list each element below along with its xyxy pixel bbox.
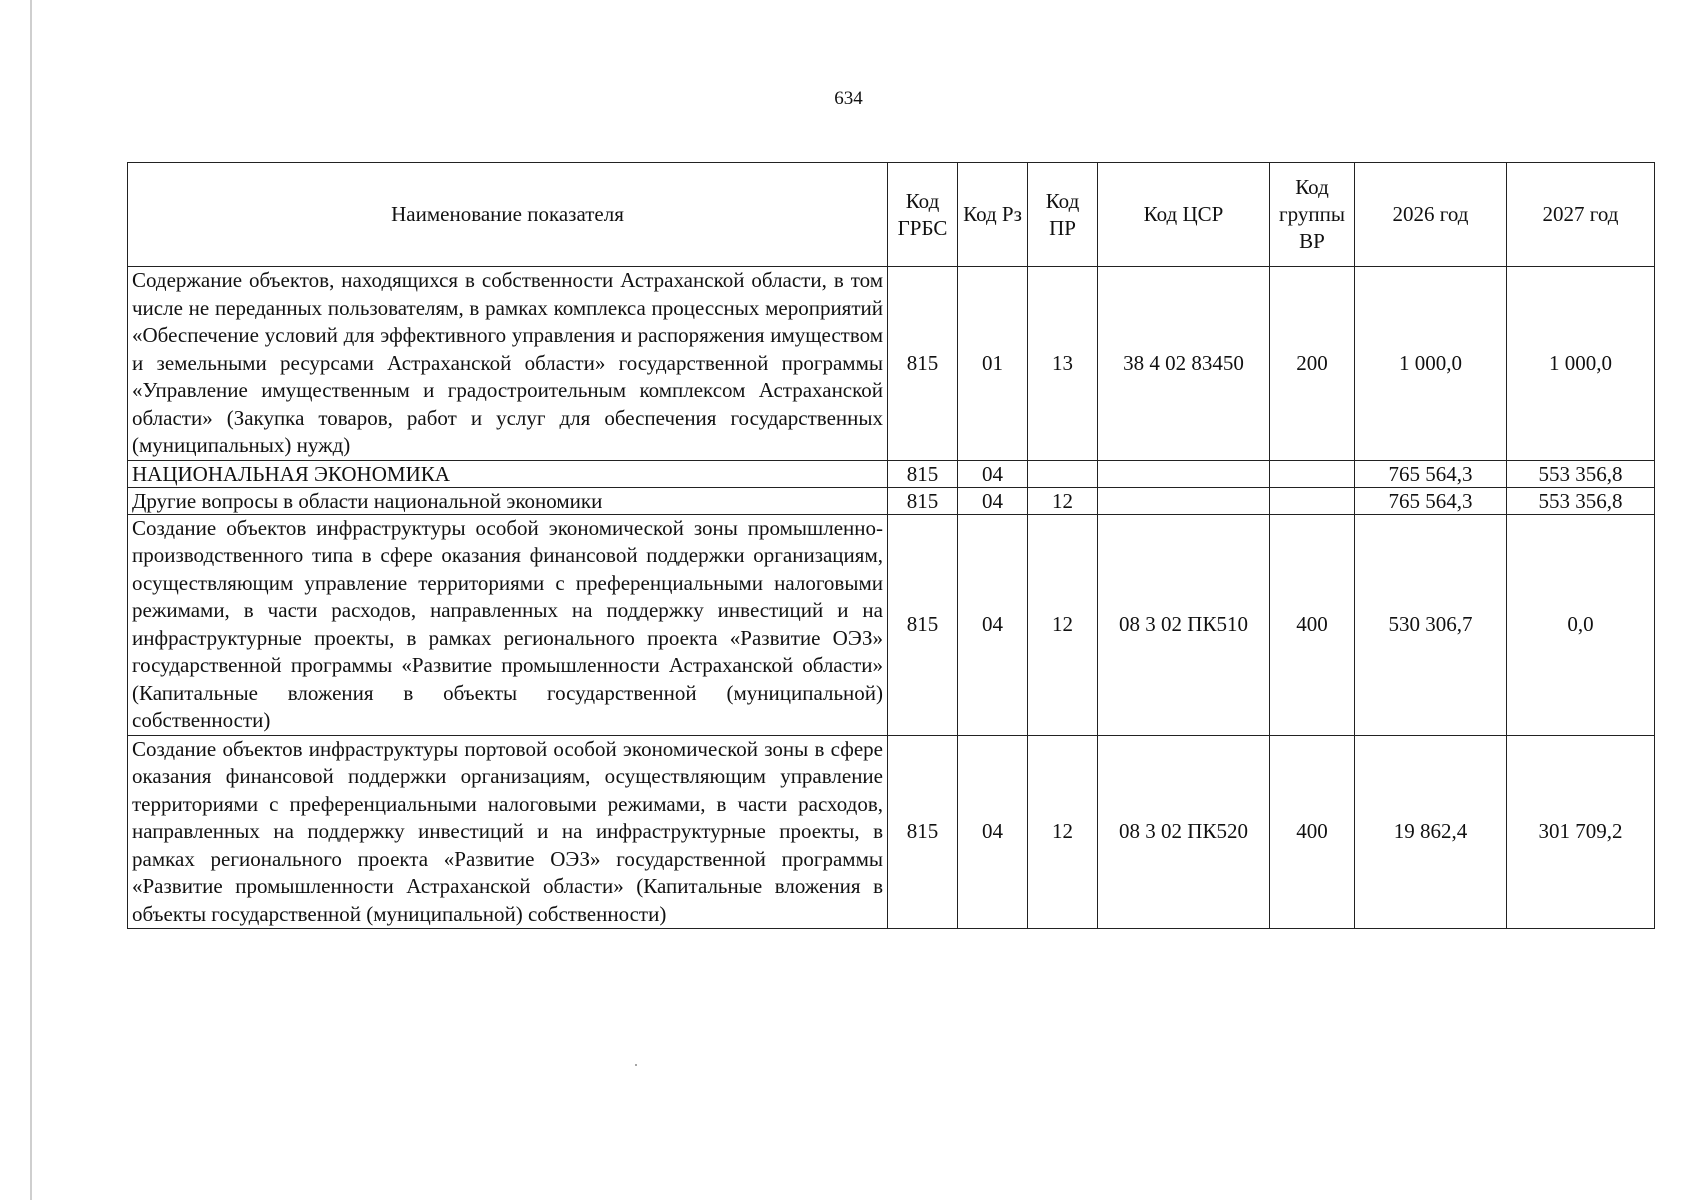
row-csr <box>1098 460 1270 487</box>
row-rz: 04 <box>958 460 1028 487</box>
budget-table <box>127 162 1655 929</box>
page-left-edge-line <box>30 0 32 1200</box>
row-2026: 19 862,4 <box>1355 735 1507 929</box>
table-row <box>128 267 1655 461</box>
row-vr: 200 <box>1270 267 1355 461</box>
row-vr: 400 <box>1270 514 1355 735</box>
header-csr: Код ЦСР <box>1098 163 1270 267</box>
row-csr: 08 3 02 ПК510 <box>1098 514 1270 735</box>
row-vr <box>1270 487 1355 514</box>
row-csr <box>1098 487 1270 514</box>
row-rz: 04 <box>958 487 1028 514</box>
row-rz: 01 <box>958 267 1028 461</box>
page-number: 634 <box>834 88 863 109</box>
row-vr <box>1270 460 1355 487</box>
header-vr: Код группы ВР <box>1270 163 1355 267</box>
table-row <box>128 487 1655 514</box>
row-2026: 1 000,0 <box>1355 267 1507 461</box>
row-pr: 13 <box>1028 267 1098 461</box>
row-grbs: 815 <box>888 487 958 514</box>
row-2027: 1 000,0 <box>1507 267 1655 461</box>
table-header-row <box>128 163 1655 267</box>
header-name: Наименование показателя <box>128 163 888 267</box>
row-grbs: 815 <box>888 460 958 487</box>
header-2026: 2026 год <box>1355 163 1507 267</box>
scan-speck <box>635 1064 637 1066</box>
row-2026: 765 564,3 <box>1355 460 1507 487</box>
row-2026: 765 564,3 <box>1355 487 1507 514</box>
row-2027: 553 356,8 <box>1507 487 1655 514</box>
row-pr: 12 <box>1028 514 1098 735</box>
row-name: Создание объектов инфраструктуры портовой особой экономической зоны в сфере оказания финансовой поддержки организациям, осуществляющим управление территориями с преференциальными налоговыми режимами, в части расходов, направленных на поддержку инвестиций и на инфраструктурные проекты, в рамках регионального проекта «Развитие ОЭЗ» государственной программы «Развитие промышленности Астраханской области» (Капитальные вложения в объекты государственной (муниципальной) собственности) <box>128 735 888 929</box>
table-row <box>128 514 1655 735</box>
row-csr: 08 3 02 ПК520 <box>1098 735 1270 929</box>
row-vr: 400 <box>1270 735 1355 929</box>
header-grbs: Код ГРБС <box>888 163 958 267</box>
row-grbs: 815 <box>888 735 958 929</box>
row-pr <box>1028 460 1098 487</box>
row-name: Другие вопросы в области национальной экономики <box>128 487 888 514</box>
header-2027: 2027 год <box>1507 163 1655 267</box>
row-2027: 553 356,8 <box>1507 460 1655 487</box>
row-2026: 530 306,7 <box>1355 514 1507 735</box>
row-name: Содержание объектов, находящихся в собственности Астраханской области, в том числе не переданных пользователям, в рамках комплекса процессных мероприятий «Обеспечение условий для эффективного управления и распоряжения имуществом и земельными ресурсами Астраханской области» государственной программы «Управление имущественным и градостроительным комплексом Астраханской области» (Закупка товаров, работ и услуг для обеспечения государственных (муниципальных) нужд) <box>128 267 888 461</box>
row-grbs: 815 <box>888 514 958 735</box>
row-grbs: 815 <box>888 267 958 461</box>
row-2027: 301 709,2 <box>1507 735 1655 929</box>
row-name: НАЦИОНАЛЬНАЯ ЭКОНОМИКА <box>128 460 888 487</box>
row-rz: 04 <box>958 514 1028 735</box>
row-pr: 12 <box>1028 735 1098 929</box>
row-pr: 12 <box>1028 487 1098 514</box>
header-rz: Код Рз <box>958 163 1028 267</box>
row-csr: 38 4 02 83450 <box>1098 267 1270 461</box>
row-rz: 04 <box>958 735 1028 929</box>
row-name: Создание объектов инфраструктуры особой экономической зоны промышленно-производственного типа в сфере оказания финансовой поддержки организациям, осуществляющим управление территориями с преференциальными налоговыми режимами, в части расходов, направленных на поддержку инвестиций и на инфраструктурные проекты, в рамках регионального проекта «Развитие ОЭЗ» государственной программы «Развитие промышленности Астраханской области» (Капитальные вложения в объекты государственной (муниципальной) собственности) <box>128 514 888 735</box>
header-pr: Код ПР <box>1028 163 1098 267</box>
table-row <box>128 460 1655 487</box>
table-row <box>128 735 1655 929</box>
row-2027: 0,0 <box>1507 514 1655 735</box>
